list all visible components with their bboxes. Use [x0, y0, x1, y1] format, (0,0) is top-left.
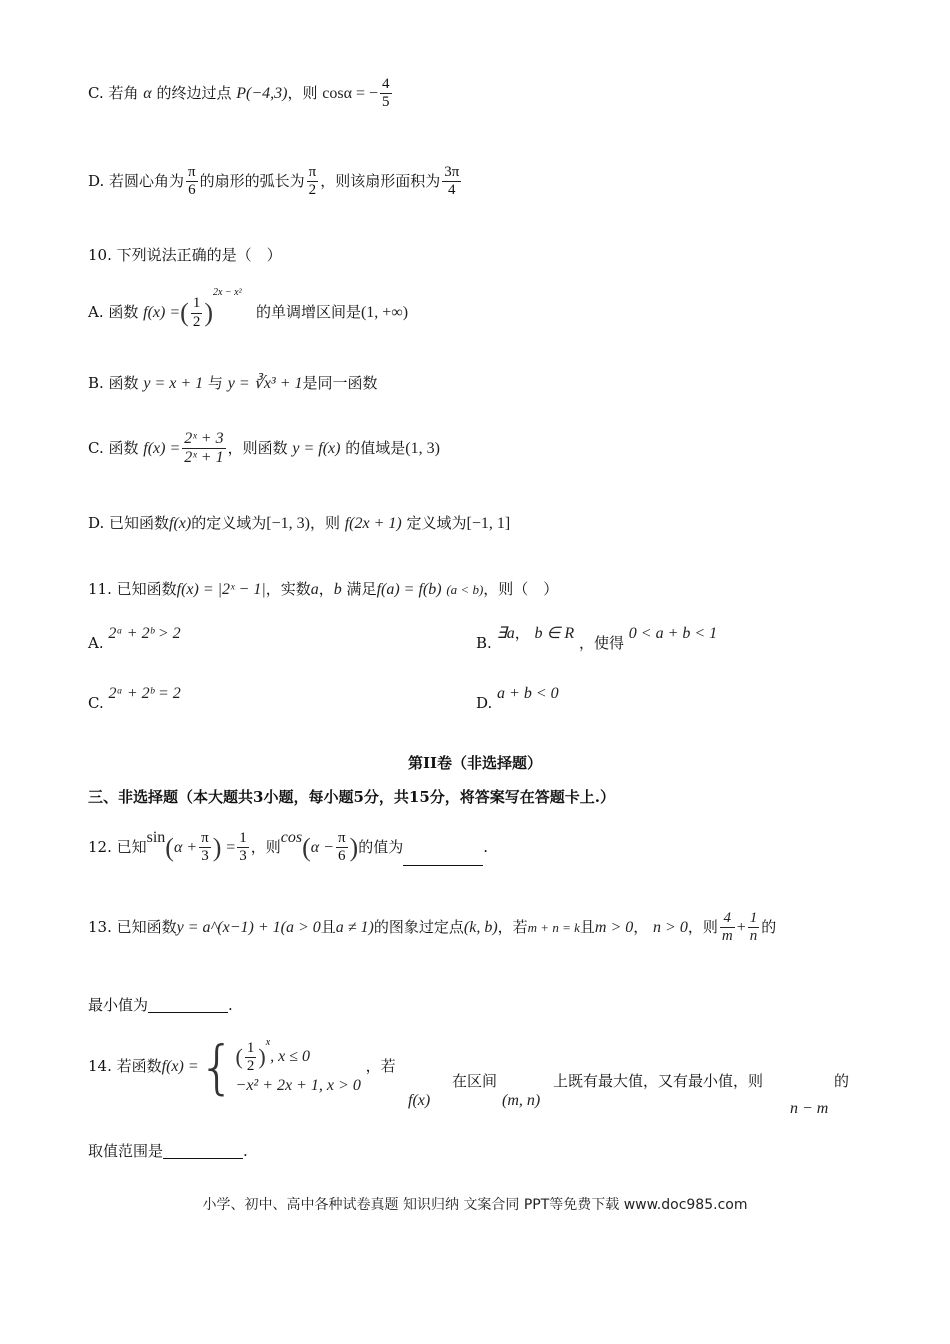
- q12-answer-blank[interactable]: [403, 864, 483, 866]
- q10-d-text1: 的定义域为: [191, 514, 267, 532]
- q9-c-fraction: $\frac{4}{5}$: [382, 76, 390, 111]
- q12-pi6: $\frac{\pi}{6}$: [337, 830, 346, 865]
- q11-stem: [88, 582, 558, 598]
- q13-cond3: n > 0: [653, 918, 688, 936]
- q13-answer-blank[interactable]: [148, 1011, 228, 1013]
- q11-cond: f(a) = f(b): [376, 581, 442, 598]
- q14-answer-blank[interactable]: [163, 1157, 243, 1159]
- q10-c-prefix: C. 函数: [88, 438, 139, 457]
- q14-prefix: 14. 若函数: [88, 1056, 162, 1075]
- q9-d-fraction-1: $\frac{\pi}{6}$: [188, 164, 196, 199]
- q14-text2: 在区间: [452, 1072, 498, 1090]
- q10-c-fraction: $\frac{\text{2ˣ + 3}}{\text{2ˣ + 1}}$: [184, 430, 224, 467]
- q12-one-third: $\frac{1}{3}$: [239, 830, 247, 865]
- q11-b-text: ，使得: [578, 634, 624, 652]
- q14-text3: 上既有最大值，又有最小值，则: [553, 1072, 764, 1090]
- q10-c-y: y = f(x): [292, 439, 341, 457]
- q14-brace: {: [198, 1032, 236, 1101]
- q11-d-label: D.: [476, 694, 493, 712]
- q14-line2-text: 取值范围是: [88, 1142, 164, 1160]
- q12-pi3: $\frac{\pi}{3}$: [201, 830, 209, 865]
- q9-option-d: [88, 164, 463, 200]
- q9-option-c: [88, 76, 394, 112]
- q11-sep: ，: [318, 580, 334, 598]
- q13-and: 且: [320, 917, 336, 936]
- q12-prefix: 12. 已知: [88, 837, 147, 856]
- q14-nm: n − m: [790, 1100, 829, 1117]
- q13-text1: 的图象过定点: [373, 917, 464, 936]
- q10-b-f2: y = ∛x³ + 1: [227, 375, 303, 392]
- q10-stem: 10. 下列说法正确的是（ ）: [88, 246, 282, 264]
- q13-fraction-1: $\frac{4}{m}$: [721, 910, 733, 945]
- q10-a-func: f(x) =: [143, 304, 181, 321]
- q11-c-label: C.: [88, 694, 104, 712]
- q13-sep: ，: [633, 917, 649, 936]
- q11-c-expr: 2ᵃ + 2ᵇ = 2: [108, 685, 181, 702]
- q11-prefix: 11. 已知函数: [88, 580, 177, 598]
- q9-c-cos: cosα = −: [322, 84, 379, 102]
- q10-b-mid: 与: [207, 374, 223, 392]
- q13-text3: ，则: [687, 917, 718, 936]
- page-footer: 小学、初中、高中各种试卷真题 知识归纳 文案合同 PPT等免费下载 www.doc985.com: [202, 1197, 748, 1213]
- q10-a-interval: (1, +∞): [360, 304, 409, 321]
- q14-func: f(x) =: [161, 1057, 199, 1075]
- q10-d-domain: [−1, 3): [266, 515, 310, 532]
- q10-d-f: f(x): [169, 515, 192, 532]
- q11-b-expr1: ∃a: [496, 625, 515, 642]
- q9-c-point: P(−4,3): [236, 84, 288, 102]
- q14-fx: f(x): [408, 1092, 431, 1109]
- q13-fraction-2: $\frac{1}{n}$: [749, 910, 758, 945]
- q11-d-expr: a + b < 0: [497, 685, 559, 702]
- q13-line2: 最小值为 .: [88, 996, 233, 1014]
- alpha-symbol: α: [143, 84, 152, 102]
- q13-prefix: 13. 已知函数: [88, 917, 177, 936]
- q12-text2: 的值为: [358, 837, 404, 856]
- q11-b-sep: ，: [514, 624, 530, 642]
- q10-b-text: 是同一函数: [302, 374, 378, 392]
- q11-option-b: [476, 624, 718, 652]
- q10-a-text: 的单调增区间是: [255, 303, 361, 321]
- q11-a: a: [310, 581, 319, 598]
- q14-pieces: ( $\frac{1}{2}$ )$^x$, x ≤ 0 −x² + 2x + 1, x > 0: [235, 1037, 361, 1095]
- q11-a-expr: 2ᵃ + 2ᵇ > 2: [108, 625, 181, 642]
- q13-cond2: m > 0: [594, 918, 634, 936]
- q11-b-expr2: b ∈ R: [534, 625, 575, 642]
- q10-a-prefix: A. 函数: [88, 303, 139, 321]
- q12-eq: =: [226, 838, 236, 856]
- q10-c-func: f(x) =: [143, 439, 181, 457]
- q14-interval: (m, n): [502, 1092, 541, 1109]
- q13: [88, 910, 776, 946]
- q10-d-f2: f(2x + 1): [344, 515, 402, 532]
- q13-cond1: m + n = k: [527, 919, 580, 935]
- q13-and2: 且: [579, 917, 595, 936]
- q11-a-label: A.: [88, 634, 104, 652]
- q10-option-d: [88, 516, 510, 532]
- q9-c-text: 的终边过点: [156, 83, 232, 102]
- q10-c-text2: 的值域是: [345, 438, 406, 457]
- q12-alpha-minus: α −: [310, 838, 334, 856]
- q9-d-fraction-3: $\frac{3\pi}{4}$: [444, 164, 460, 199]
- q13-point: (k, b): [463, 918, 498, 936]
- q14-of: 的: [834, 1072, 850, 1090]
- section-heading: 三、非选择题（本大题共3小题，每小题5分，共15分，将答案写在答题卡上.）: [88, 788, 615, 806]
- q14-line2: 取值范围是 .: [88, 1142, 248, 1160]
- q10-a-exponent: 2x − x²: [213, 287, 242, 298]
- q11-cond2: (a < b): [446, 582, 484, 597]
- q11-text1: ，实数: [265, 580, 311, 598]
- q10-b-prefix: B. 函数: [88, 374, 139, 392]
- q10-b-f1: y = x + 1: [143, 375, 204, 392]
- q11-b-expr3: 0 < a + b < 1: [628, 625, 718, 642]
- q10-c-range: (1, 3): [405, 439, 440, 457]
- q12-cos: cos: [280, 828, 303, 846]
- q14: [88, 1032, 396, 1101]
- q12-alpha-plus: α +: [173, 838, 198, 856]
- q11-text2: 满足: [346, 580, 377, 598]
- q13-line2-text: 最小值为: [88, 996, 149, 1014]
- q9-d-text2: ，则该扇形面积为: [320, 171, 441, 190]
- q10-d-domain2: [−1, 1]: [466, 515, 511, 532]
- q10-c-text: ，则函数: [227, 438, 288, 457]
- q12: 12. 已知sin(α + $\frac{\pi}{3}$ ) = $\frac{1}{3}$ ，则cos(α − $\frac{\pi}{6}$ )的值为 .: [88, 828, 488, 865]
- q10-option-c: [88, 430, 440, 468]
- q11-end: ，则（ ）: [483, 580, 559, 598]
- q9-c-then: ，则: [287, 83, 318, 102]
- q12-sin: sin: [146, 828, 166, 846]
- q10-d-text2: ，则: [309, 514, 340, 532]
- q11-option-c: [88, 685, 181, 712]
- q10-d-text3: 定义域为: [406, 514, 467, 532]
- q13-plus: +: [736, 918, 746, 936]
- q9-d-text1: 的扇形的弧长为: [199, 171, 305, 190]
- q12-text1: ，则: [250, 837, 281, 856]
- q9-d-prefix: D. 若圆心角为: [88, 171, 185, 190]
- q10-option-b: [88, 376, 378, 392]
- q11-option-d: [476, 685, 559, 712]
- q11-option-a: [88, 625, 181, 652]
- q10-option-a: A. 函数 f(x) =( $\frac{1}{2}$ )$^{2x - x^2}$ 的单调增区间是(1, +∞): [88, 287, 409, 330]
- q11-func: f(x) = |2ˣ − 1|: [176, 581, 266, 598]
- q11-b-label: B.: [476, 634, 492, 652]
- q14-text1: ，若: [365, 1056, 396, 1075]
- q10-a-half: $\frac{1}{2}$: [192, 295, 201, 330]
- section-title: 第II卷（非选择题）: [407, 754, 543, 772]
- q11-b: b: [333, 581, 342, 598]
- q13-func2: a ≠ 1): [335, 918, 374, 936]
- q13-func: y = a^(x−1) + 1(a > 0: [176, 918, 321, 936]
- q10-d-prefix: D. 已知函数: [88, 514, 170, 532]
- q13-text2: ，若: [497, 917, 528, 936]
- q9-d-fraction-2: $\frac{\pi}{2}$: [308, 164, 317, 199]
- q9-c-prefix: C. 若角: [88, 83, 139, 102]
- q13-of: 的: [761, 917, 777, 936]
